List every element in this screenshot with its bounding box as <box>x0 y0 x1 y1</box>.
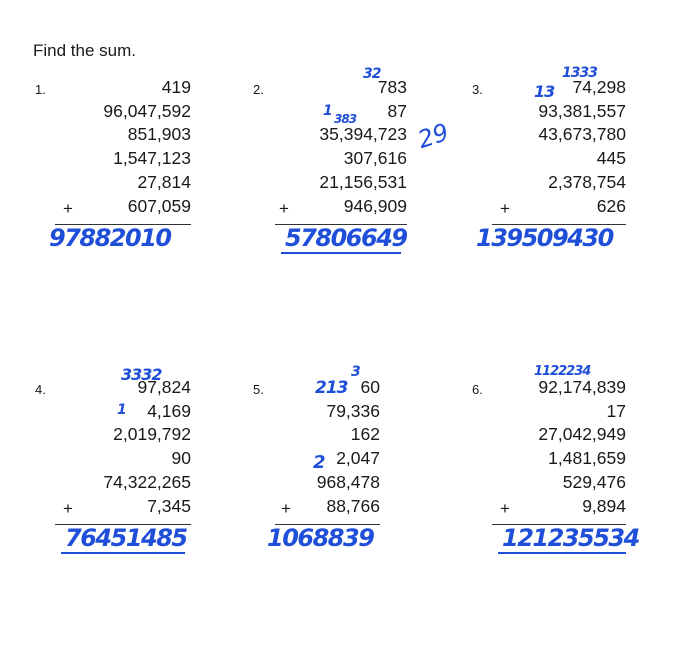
problem-6 <box>472 364 639 576</box>
addend: 2,047 <box>336 448 380 469</box>
problem-2 <box>253 66 407 276</box>
addend: 90 <box>171 448 191 469</box>
problem-number: 2. <box>253 82 264 97</box>
instruction-text: Find the sum. <box>33 41 136 60</box>
addend: 74,322,265 <box>103 471 191 492</box>
addend: 1,481,659 <box>548 448 626 469</box>
handwritten-answer: 57806649 <box>285 224 407 252</box>
addend: 93,381,557 <box>538 100 626 121</box>
addend: 43,673,780 <box>538 124 626 145</box>
carry-digits: 1333 <box>562 65 597 81</box>
addend: 35,394,723 <box>319 124 407 145</box>
problem-5 <box>253 364 380 576</box>
addend: 445 <box>596 148 626 169</box>
addend: 21,156,531 <box>319 171 407 192</box>
carry-digits: 1122234 <box>534 364 591 379</box>
plus-sign: + <box>281 499 291 518</box>
problem-4 <box>35 365 191 576</box>
addend: 27,814 <box>137 171 191 192</box>
addend: 419 <box>161 77 191 97</box>
addend: 529,476 <box>562 471 626 492</box>
problem-number: 6. <box>472 382 483 397</box>
handwritten-answer: 1068839 <box>267 524 374 552</box>
handwritten-answer: 139509430 <box>476 224 613 252</box>
carry-digits: 383 <box>334 112 357 126</box>
problem-number: 5. <box>253 382 264 397</box>
addend: 2,019,792 <box>113 424 191 445</box>
addend: 968,478 <box>316 471 380 492</box>
side-note: 29 <box>414 117 453 155</box>
plus-sign: + <box>63 199 73 218</box>
answer-underline <box>498 552 626 554</box>
carry-digits: 1 <box>117 402 126 418</box>
addend: 97,824 <box>137 377 191 397</box>
addend: 2,378,754 <box>548 171 626 192</box>
handwritten-answer: 97882010 <box>49 224 171 252</box>
handwritten-answer: 121235534 <box>502 524 639 552</box>
plus-sign: + <box>500 499 510 518</box>
carry-digits: 2 <box>313 452 325 473</box>
carry-digits: 32 <box>363 66 381 82</box>
handwritten-answer: 76451485 <box>65 524 187 552</box>
plus-sign: + <box>500 199 510 218</box>
problem-3 <box>472 65 626 276</box>
addend: 607,059 <box>127 195 191 216</box>
carry-digits: 213 <box>315 378 348 398</box>
carry-digits: 1 <box>323 103 332 119</box>
carry-digits: 3 <box>351 364 360 380</box>
carry-digits: 3332 <box>121 365 162 384</box>
addend: 9,894 <box>582 495 626 516</box>
carry-digits: 13 <box>534 82 555 101</box>
addends-column <box>538 376 626 518</box>
addend: 7,345 <box>147 495 191 516</box>
addend: 74,298 <box>572 77 626 97</box>
answer-underline <box>281 252 401 254</box>
addend: 27,042,949 <box>538 424 626 445</box>
addend: 87 <box>387 100 407 121</box>
addend: 60 <box>360 377 380 397</box>
addend: 17 <box>606 400 626 421</box>
addends-column <box>103 76 191 218</box>
addend: 88,766 <box>326 495 380 516</box>
plus-sign: + <box>63 499 73 518</box>
addend: 4,169 <box>147 400 191 421</box>
addend: 162 <box>350 424 380 445</box>
addend: 79,336 <box>326 400 380 421</box>
addend: 946,909 <box>343 195 407 216</box>
addend: 92,174,839 <box>538 377 626 397</box>
addends-column <box>319 76 407 218</box>
addend: 851,903 <box>127 124 191 145</box>
problem-number: 3. <box>472 82 483 97</box>
problem-number: 1. <box>35 82 46 97</box>
addend: 1,547,123 <box>113 148 191 169</box>
addend: 783 <box>377 77 407 97</box>
addend: 626 <box>596 195 626 216</box>
plus-sign: + <box>279 199 289 218</box>
answer-underline <box>61 552 185 554</box>
addends-column <box>103 376 191 518</box>
addend: 96,047,592 <box>103 100 191 121</box>
problem-number: 4. <box>35 382 46 397</box>
problem-1 <box>35 76 191 276</box>
addend: 307,616 <box>343 148 407 169</box>
